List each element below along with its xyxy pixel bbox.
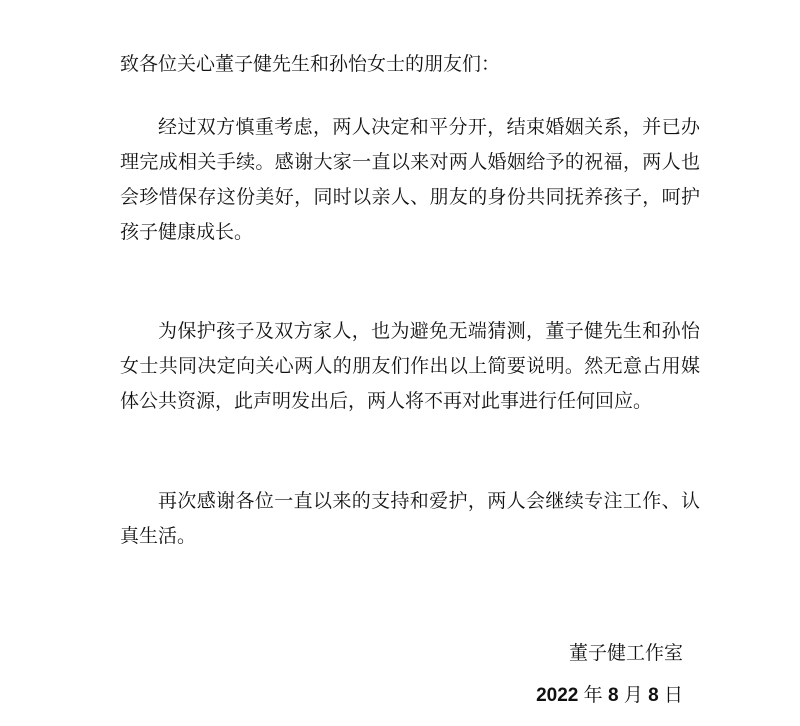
- date-day-suffix: 日: [663, 684, 683, 706]
- paragraph-1: 经过双方慎重考虑，两人决定和平分开，结束婚姻关系，并已办理完成相关手续。感谢大家一直以来对两人婚姻给予的祝福，两人也会珍惜保存这份美好，同时以亲人、朋友的身份共同抚养孩子，呵护孩子健康成长。: [120, 116, 700, 243]
- date-day: 8: [648, 685, 659, 706]
- signature-date: [500, 680, 683, 711]
- paragraph-3: 再次感谢各位一直以来的支持和爱护，两人会继续专注工作、认真生活。: [120, 490, 700, 547]
- date-month: 8: [607, 685, 619, 706]
- date-year-suffix: 年: [583, 684, 603, 706]
- signature-name: 董子健工作室: [568, 642, 683, 664]
- paragraph-2: 为保护孩子及双方家人，也为避免无端猜测，董子健先生和孙怡女士共同决定向关心两人的朋友们作出以上简要说明。然无意占用媒体公共资源，此声明发出后，两人将不再对此事进行任何回应。: [120, 320, 700, 412]
- date-month-suffix: 月: [623, 684, 643, 706]
- date-year: 2022: [536, 685, 579, 706]
- salutation: 致各位关心董子健先生和孙怡女士的朋友们：: [120, 53, 501, 75]
